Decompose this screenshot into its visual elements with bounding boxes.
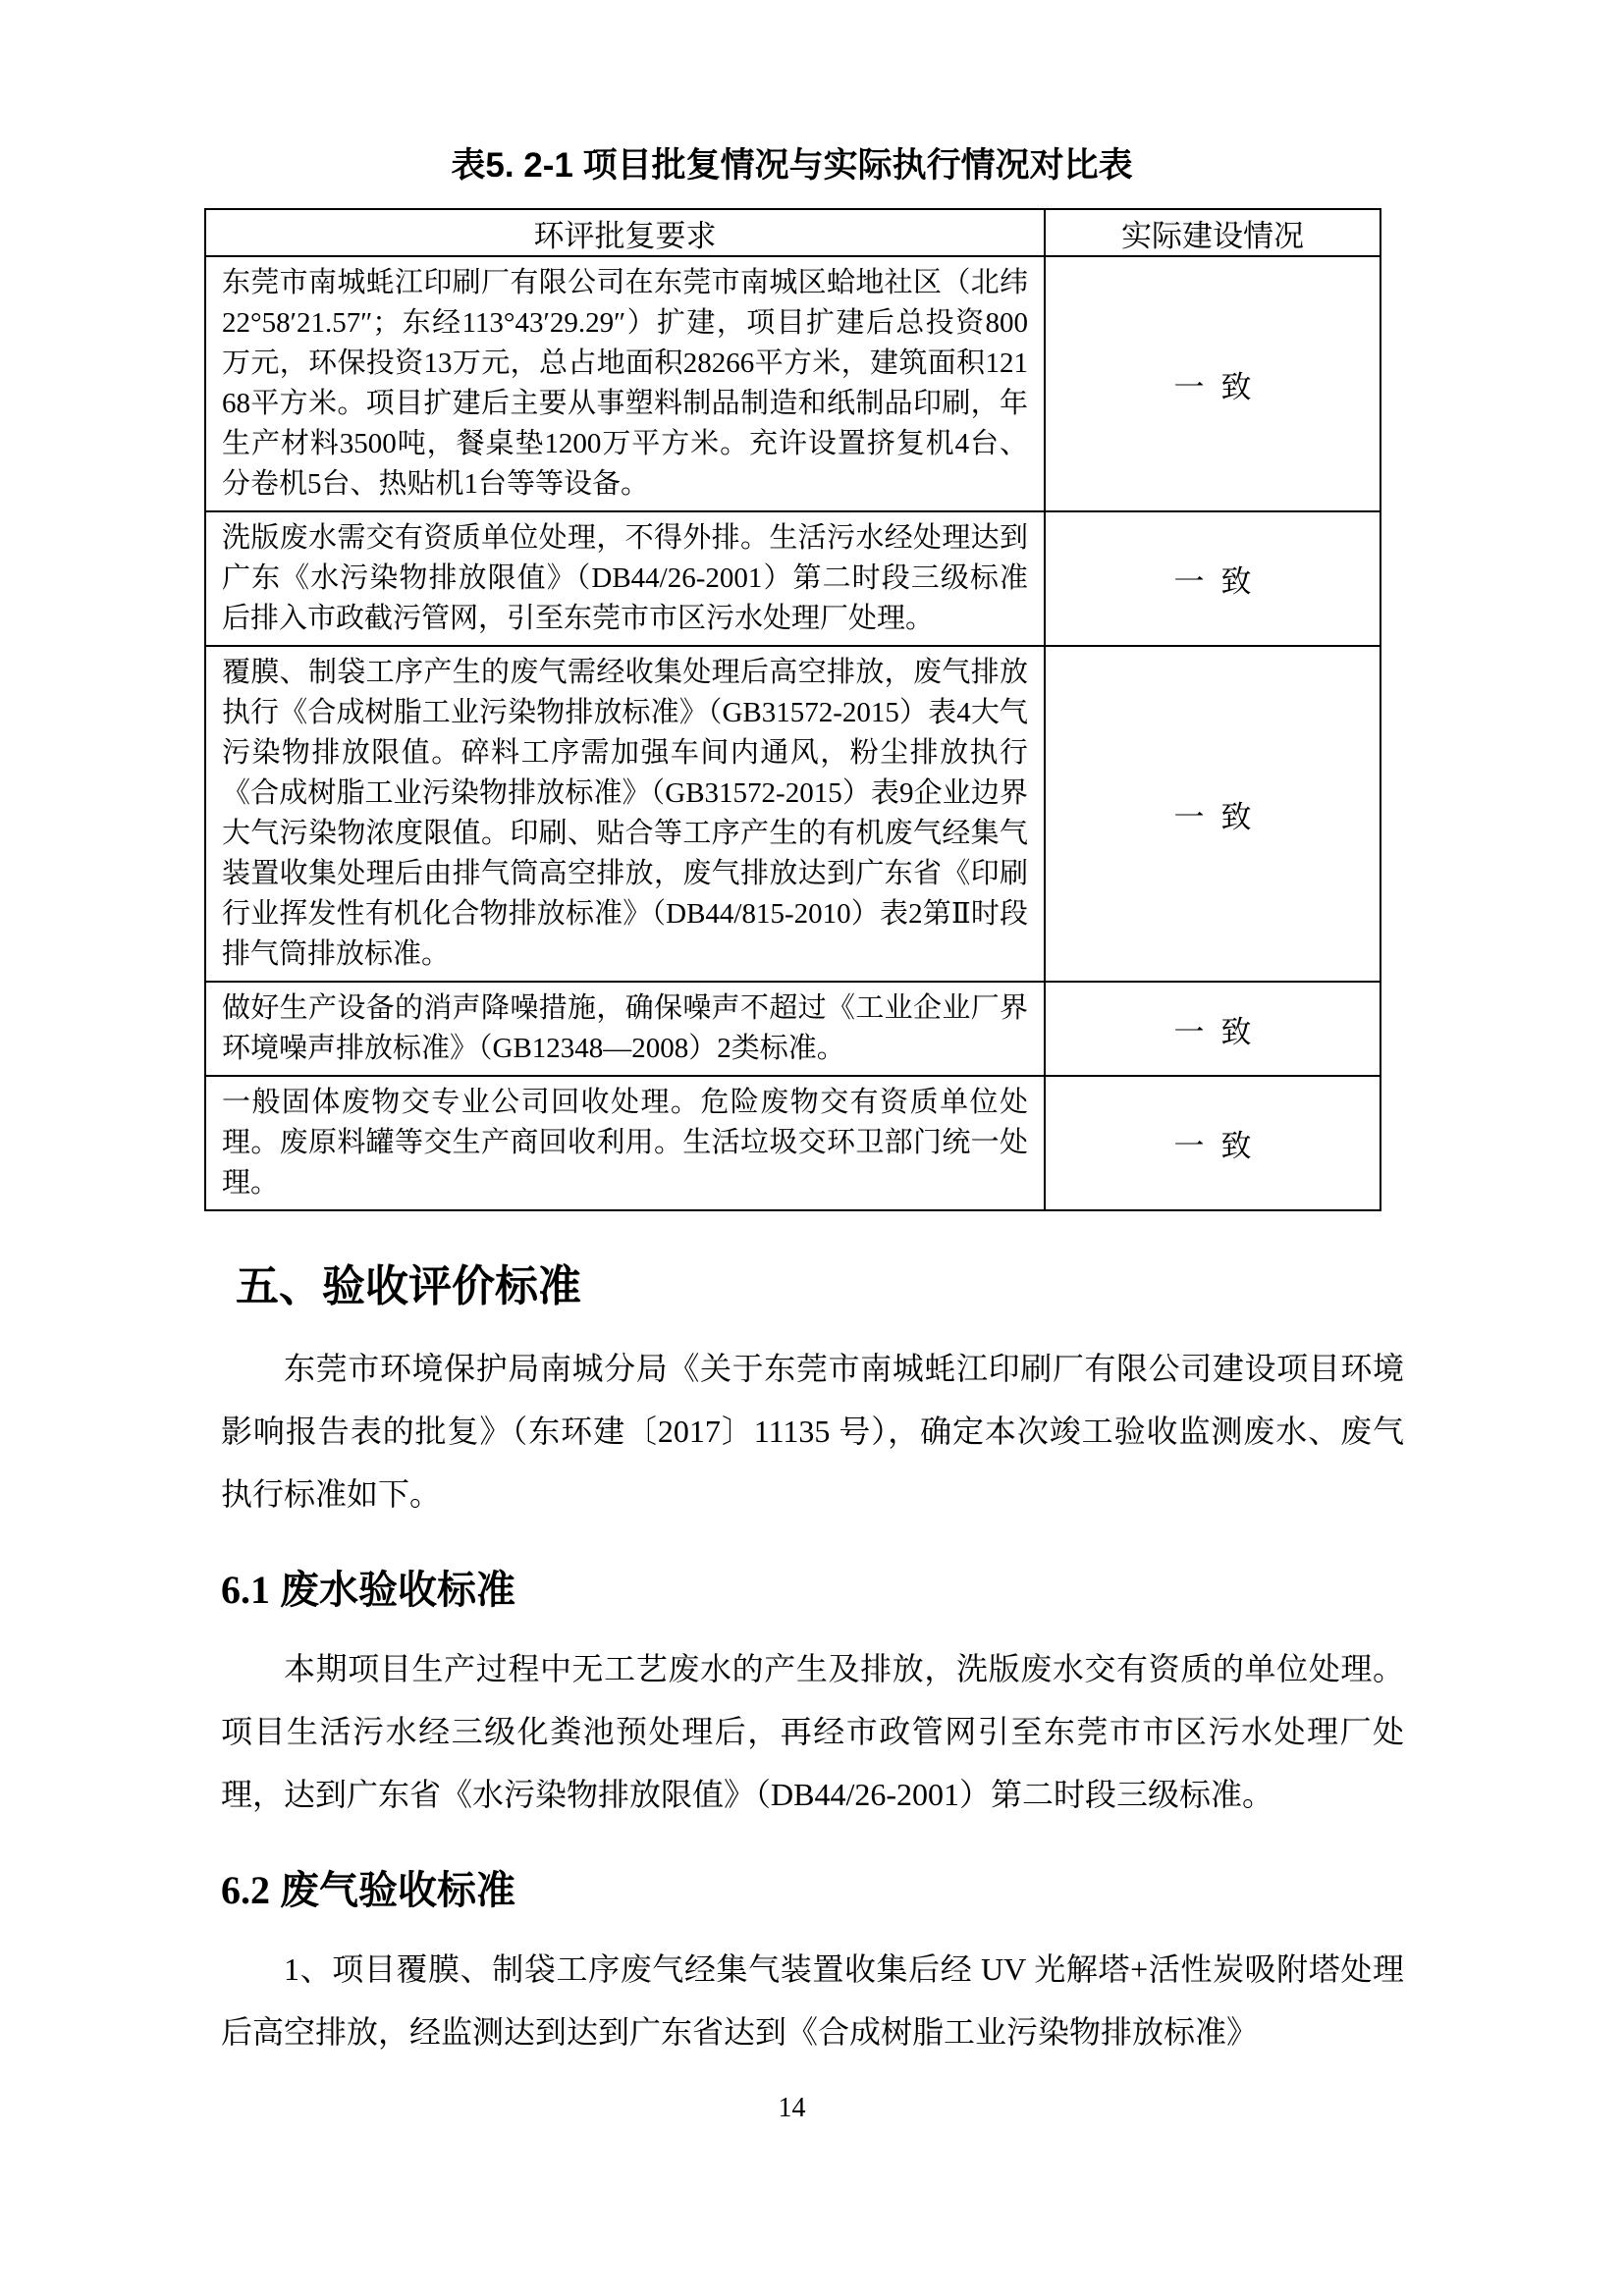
section-5-paragraph: 东莞市环境保护局南城分局《关于东莞市南城蚝江印刷厂有限公司建设项目环境影响报告表的批复》（东环建〔2017〕11135 号），确定本次竣工验收监测废水、废气执行标准如下。: [221, 1351, 1404, 1512]
approval-table-body: [205, 256, 1380, 1210]
approval-comparison-table: [204, 208, 1381, 1211]
table-row: [205, 646, 1380, 982]
table-header-row: [205, 209, 1380, 256]
section-6-1-heading: 6.1 废水验收标准: [221, 1568, 515, 1612]
section-6-1-paragraph: 本期项目生产过程中无工艺废水的产生及排放，洗版废水交有资质的单位处理。项目生活污水经三级化粪池预处理后，再经市政管网引至东莞市市区污水处理厂处理，达到广东省《水污染物排放限值》（DB44/26-2001）第二时段三级标准。: [221, 1651, 1404, 1812]
status-text: 一致: [1173, 1014, 1269, 1049]
requirement-cell: 洗版废水需交有资质单位处理，不得外排。生活污水经处理达到广东《水污染物排放限值》（DB44/26-2001）第二时段三级标准后排入市政截污管网，引至东莞市市区污水处理厂处理。: [205, 511, 1045, 646]
requirement-cell: 覆膜、制袋工序产生的废气需经收集处理后高空排放，废气排放执行《合成树脂工业污染物排放标准》（GB31572-2015）表4大气污染物排放限值。碎料工序需加强车间内通风，粉尘排放执行《合成树脂工业污染物排放标准》（GB31572-2015）表9企业边界大气污染物浓度限值。印刷、贴合等工序产生的有机废气经集气装置收集处理后由排气筒高空排放，废气排放达到广东省《印刷行业挥发性有机化合物排放标准》（DB44/815-2010）表2第Ⅱ时段排气筒排放标准。: [205, 646, 1045, 982]
col-header-requirement: 环评批复要求: [205, 209, 1045, 256]
status-text: 一致: [1173, 1129, 1269, 1163]
table-row: [205, 256, 1380, 511]
status-text: 一致: [1173, 564, 1269, 599]
page-number: 14: [778, 2093, 806, 2123]
status-cell: [1045, 982, 1380, 1076]
table-row: [205, 511, 1380, 646]
status-text: 一致: [1173, 369, 1269, 404]
table-row: [205, 1076, 1380, 1210]
section-5-heading: 五、验收评价标准: [236, 1262, 581, 1310]
requirement-cell: 东莞市南城蚝江印刷厂有限公司在东莞市南城区蛤地社区（北纬22°58′21.57″；东经113°43′29.29″）扩建，项目扩建后总投资800万元，环保投资13万元，总占地面积28266平方米，建筑面积12168平方米。项目扩建后主要从事塑料制品制造和纸制品印刷，年生产材料3500吨，餐桌垫1200万平方米。充许设置挤复机4台、分卷机5台、热贴机1台等等设备。: [205, 256, 1045, 511]
col-header-status: 实际建设情况: [1045, 209, 1380, 256]
requirement-cell: 一般固体废物交专业公司回收处理。危险废物交有资质单位处理。废原料罐等交生产商回收利用。生活垃圾交环卫部门统一处理。: [205, 1076, 1045, 1210]
section-6-2-paragraph: 1、项目覆膜、制袋工序废气经集气装置收集后经 UV 光解塔+活性炭吸附塔处理后高空排放，经监测达到达到广东省达到《合成树脂工业污染物排放标准》: [221, 1951, 1404, 2050]
status-text: 一致: [1173, 799, 1269, 834]
requirement-cell: 做好生产设备的消声降噪措施，确保噪声不超过《工业企业厂界环境噪声排放标准》（GB12348—2008）2类标准。: [205, 982, 1045, 1076]
table-caption: 表5. 2-1 项目批复情况与实际执行情况对比表: [451, 146, 1133, 185]
page-content: [204, 0, 1404, 2124]
status-cell: [1045, 646, 1380, 982]
status-cell: [1045, 1076, 1380, 1210]
status-cell: [1045, 256, 1380, 511]
section-6-2-heading: 6.2 废气验收标准: [221, 1868, 515, 1912]
status-cell: [1045, 511, 1380, 646]
table-row: [205, 982, 1380, 1076]
